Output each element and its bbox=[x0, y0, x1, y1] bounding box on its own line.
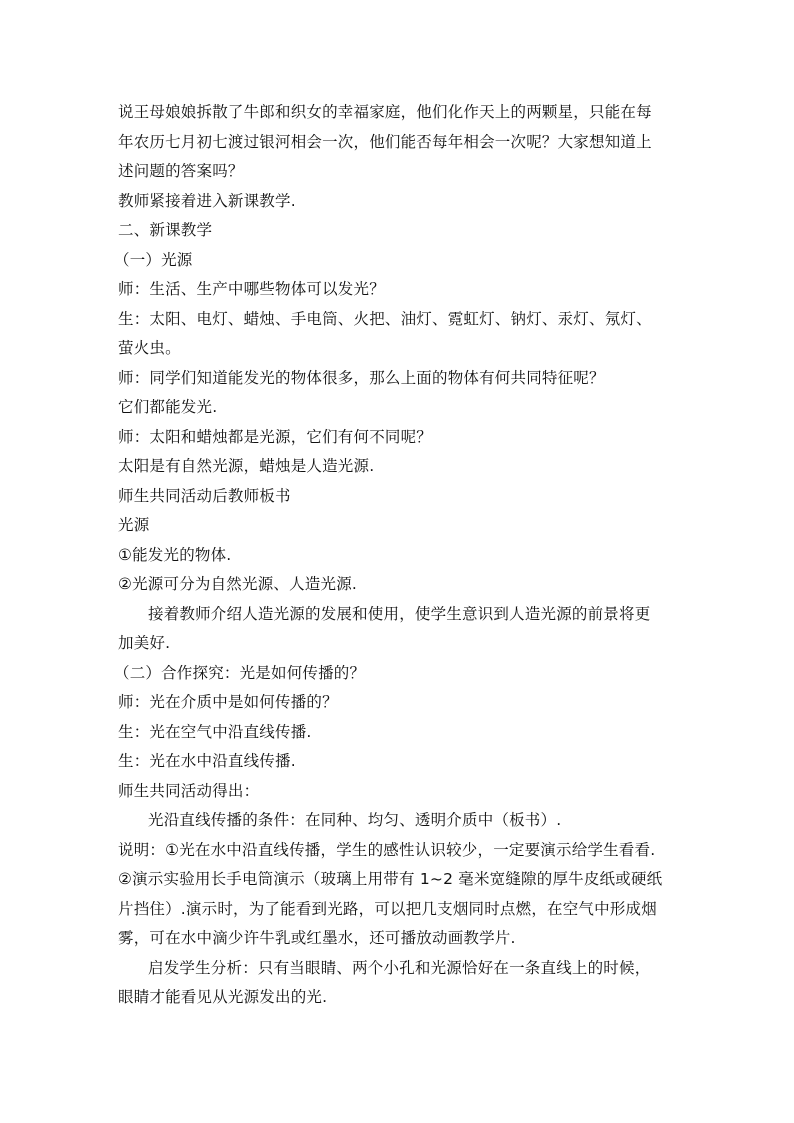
text-line: 生：太阳、电灯、蜡烛、手电筒、火把、油灯、霓虹灯、钠灯、汞灯、氖灯、 bbox=[118, 309, 652, 328]
text-line: 述问题的答案吗？ bbox=[118, 162, 244, 180]
text-line: 教师紧接着进入新课教学. bbox=[118, 191, 296, 210]
text-line: 师生共同活动得出： bbox=[118, 781, 260, 800]
text-line: 眼睛才能看见从光源发出的光. bbox=[118, 988, 328, 1006]
text-line: 生：光在空气中沿直线传播. bbox=[118, 722, 312, 741]
text-line: 说明：①光在水中沿直线传播，学生的感性认识较少，一定要演示给学生看看. bbox=[118, 840, 656, 859]
text-line: 光沿直线传播的条件：在同种、均匀、透明介质中（板书）. bbox=[148, 811, 562, 829]
text-line: 师：太阳和蜡烛都是光源，它们有何不同呢？ bbox=[118, 427, 433, 446]
text-line: 雾，可在水中滴少许牛乳或红墨水，还可播放动画教学片. bbox=[118, 929, 516, 947]
text-line: ①能发光的物体. bbox=[118, 545, 232, 564]
subsection-heading: （二）合作探究：光是如何传播的？ bbox=[114, 663, 366, 682]
text-line: 启发学生分析：只有当眼睛、两个小孔和光源恰好在一条直线上的时候， bbox=[148, 958, 651, 977]
text-line: ②演示实验用长手电筒演示（玻璃上用带有 1~2 毫米宽缝隙的厚牛皮纸或硬纸 bbox=[118, 870, 663, 888]
text-line: 生：光在水中沿直线传播. bbox=[118, 752, 296, 770]
text-line: 年农历七月初七渡过银河相会一次，他们能否每年相会一次呢？大家想知道上 bbox=[118, 132, 652, 151]
text-line: 太阳是有自然光源，蜡烛是人造光源. bbox=[118, 457, 375, 475]
subsection-heading: （一）光源 bbox=[114, 250, 193, 269]
text-line: 萤火虫。 bbox=[118, 339, 181, 357]
text-line: 它们都能发光. bbox=[118, 398, 218, 416]
text-line: 师：光在介质中是如何传播的？ bbox=[118, 693, 338, 711]
text-line: 师生共同活动后教师板书 bbox=[118, 486, 291, 505]
text-line: ②光源可分为自然光源、人造光源. bbox=[118, 575, 358, 593]
text-line: 师：同学们知道能发光的物体很多，那么上面的物体有何共同特征呢？ bbox=[118, 368, 605, 387]
text-line: 光源 bbox=[118, 516, 150, 534]
text-line: 师：生活、生产中哪些物体可以发光？ bbox=[118, 280, 385, 298]
document-page bbox=[114, 98, 678, 1013]
text-line: 接着教师介绍人造光源的发展和使用，使学生意识到人造光源的前景将更 bbox=[148, 604, 651, 623]
section-heading: 二、新课教学 bbox=[118, 221, 213, 239]
text-line: 片挡住）.演示时，为了能看到光路，可以把几支烟同时点燃，在空气中形成烟 bbox=[118, 899, 657, 918]
text-line: 说王母娘娘拆散了牛郎和织女的幸福家庭，他们化作天上的两颗星，只能在每 bbox=[118, 103, 652, 121]
text-line: 加美好. bbox=[118, 634, 171, 652]
